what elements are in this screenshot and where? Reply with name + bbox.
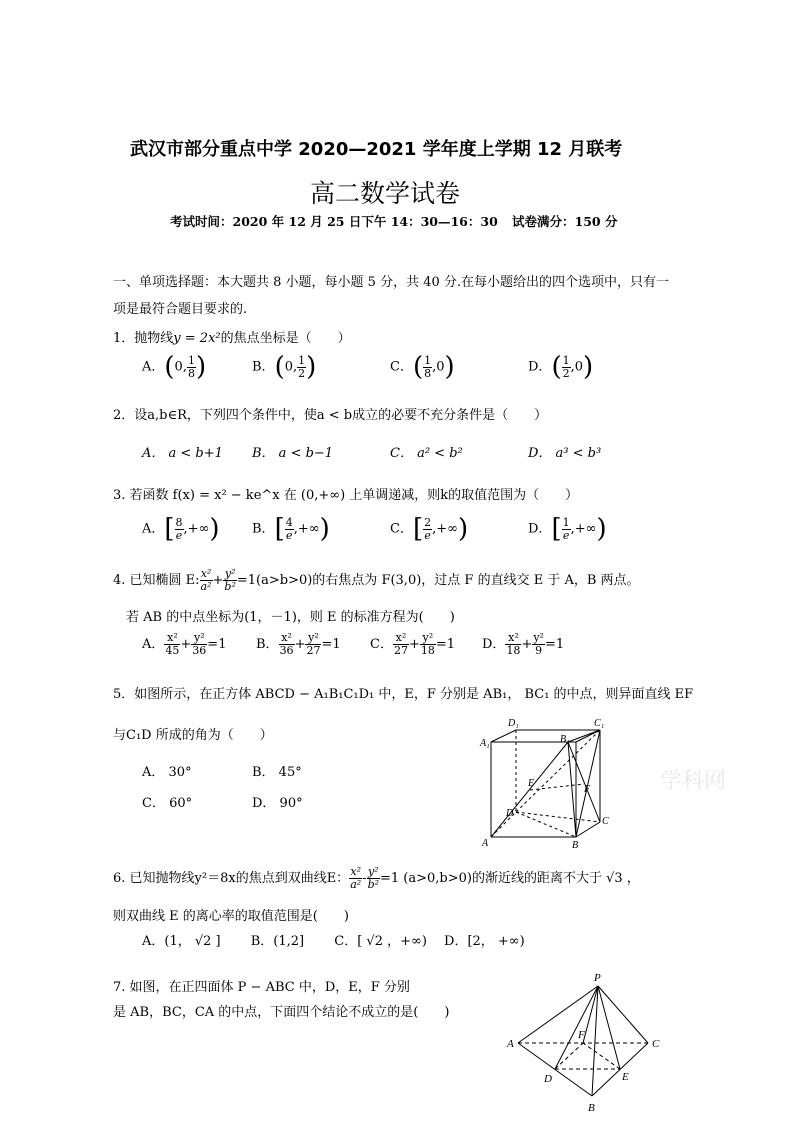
question-7-stem-cont: 是 AB，BC，CA 的中点，下面四个结论不成立的是( ) — [113, 1005, 450, 1020]
q3-d-label: D． — [528, 521, 552, 537]
cube-label-c: C — [602, 816, 609, 827]
q4-c-label: C． — [370, 637, 393, 652]
q2-option-b: B． a < b−1 — [252, 446, 334, 461]
tetra-label-d: D — [544, 1073, 552, 1085]
q1-b-label: B． — [252, 359, 275, 375]
exam-time: 考试时间：2020 年 12 月 25 日下午 14：30—16：30 — [170, 214, 498, 229]
watermark: 学科网 — [660, 769, 727, 794]
section-heading-cont: 项是最符合题目要求的. — [113, 302, 248, 317]
q5-option-b: B． 45° — [252, 765, 302, 780]
q5-option-a: A． 30° — [142, 765, 192, 780]
q4-stem-a: 4. 已知椭圆 E: — [113, 573, 200, 588]
q5-option-d: D． 90° — [252, 796, 303, 811]
cube-label-a: A — [482, 838, 489, 849]
question-2-stem: 2．设a,b∈R，下列四个条件中，使a < b成立的必要不充分条件是（ ） — [113, 408, 548, 423]
q4-stem-b: =1(a>b>0)的右焦点为 F(3,0)，过点 F 的直线交 E 于 A，B 两点。 — [236, 573, 640, 588]
q4-option-c: C． $\frac{\text{x²}}{27}$ + $\frac{\text{y²}}{18}$ =1 — [370, 631, 456, 657]
cube-label-c1: C₁ — [594, 718, 605, 729]
q1-stem-b: 的焦点坐标是（ ） — [220, 331, 351, 346]
question-7-stem: 7. 如图，在正四面体 P − ABC 中，D，E，F 分别 — [113, 980, 410, 995]
question-5-stem-cont: 与C₁D 所成的角为（ ） — [113, 728, 273, 743]
q1-a-label: A． — [142, 359, 165, 375]
q6-stem-b: =1 (a>0,b>0)的渐近线的距离不大于 √3 ， — [380, 871, 640, 886]
q1-option-b: B．(0, $\frac{1}{2}$ ) — [252, 352, 317, 382]
q4-option-b: B． $\frac{\text{x²}}{36}$ + $\frac{\text{y²}}{27}$ =1 — [256, 631, 341, 657]
question-4-stem-cont: 若 AB 的中点坐标为(1，－1)，则 E 的标准方程为( ) — [126, 610, 455, 625]
q1-option-c: C．( $\frac{1}{8}$ ,0) — [390, 352, 455, 382]
q5-option-c: C． 60° — [142, 796, 193, 811]
cube-label-e: E — [528, 778, 535, 789]
q3-option-d: D．[ $\frac{1}{e}$ ,+∞) — [528, 514, 607, 544]
question-4-stem: 4. 已知椭圆 E: $\frac{\text{x²}}{\text{a²}}$ + $\frac{\text{y²}}{\text{b²}}$ =1(a>b>0)的右焦点为 F(3,0)，过点 F 的直线交 E 于 A，B 两点。 — [113, 567, 640, 593]
q2-option-d: D． a³ < b³ — [528, 446, 602, 461]
section-heading: 一、单项选择题：本大题共 8 小题，每小题 5 分，共 40 分.在每小题给出的四个选项中，只有一 — [113, 275, 670, 290]
q3-a-label: A． — [142, 521, 165, 537]
q4-a-label: A． — [142, 637, 165, 652]
q3-option-b: B．[ $\frac{4}{e}$ ,+∞) — [252, 514, 330, 544]
exam-subtitle: 高二数学试卷 — [310, 179, 461, 208]
q3-option-a: A．[ $\frac{8}{e}$ ,+∞) — [142, 514, 220, 544]
q1-expr: y = 2x² — [173, 331, 221, 346]
cube-label-b1: B₁ — [560, 734, 570, 745]
q4-option-d: D． $\frac{\text{x²}}{18}$ + $\frac{\text{y²}}{9}$ =1 — [482, 631, 565, 657]
q1-c-label: C． — [390, 359, 413, 375]
q2-option-a: A． a < b+1 — [142, 446, 223, 461]
q3-b-label: B． — [252, 521, 275, 537]
q3-option-c: C．[ $\frac{2}{e}$ ,+∞) — [390, 514, 469, 544]
tetra-label-p: P — [594, 972, 601, 984]
question-1-stem — [113, 327, 351, 346]
question-6-stem: 6. 已知抛物线y²＝8x的焦点到双曲线E： $\frac{\text{x²}}{\text{a²}}$ - $\frac{\text{y²}}{\text{b²}}$ =1 (a>0,b>0)的渐近线的距离不大于 √3 ， — [113, 865, 640, 891]
q1-option-d: D．( $\frac{1}{2}$ ,0) — [528, 352, 594, 382]
tetrahedron-figure — [500, 968, 680, 1118]
q1-option-a: A．(0, $\frac{1}{8}$ ) — [142, 352, 207, 382]
question-5-stem: 5．如图所示，在正方体 ABCD − A₁B₁C₁D₁ 中，E，F 分别是 AB₁， BC₁ 的中点，则异面直线 EF — [113, 687, 694, 702]
q1-num: 1． — [113, 331, 135, 346]
q6-stem-a: 6. 已知抛物线y²＝8x的焦点到双曲线E： — [113, 871, 350, 886]
q4-option-a: A． $\frac{\text{x²}}{45}$ + $\frac{\text{y²}}{36}$ =1 — [142, 631, 227, 657]
q6-options: A．(1， √2 ] B．(1,2] C．[ √2 ，+∞) D．[2， +∞) — [142, 934, 525, 949]
cube-label-d1: D₁ — [508, 718, 519, 729]
exam-title: 武汉市部分重点中学 2020—2021 学年度上学期 12 月联考 — [130, 139, 623, 160]
cube-label-a1: A₁ — [480, 738, 490, 749]
full-score: 试卷满分：150 分 — [512, 214, 618, 229]
tetra-label-e: E — [622, 1071, 629, 1083]
tetra-label-b: B — [588, 1102, 595, 1114]
tetra-label-a: A — [507, 1038, 514, 1050]
cube-label-f: F — [584, 784, 591, 795]
q4-b-label: B． — [256, 637, 279, 652]
cube-figure — [476, 712, 616, 852]
tetra-label-c: C — [652, 1038, 660, 1050]
cube-label-d: D — [506, 808, 514, 819]
q2-option-c: C． a² < b² — [390, 446, 463, 461]
q3-c-label: C． — [390, 521, 413, 537]
q1-stem-a: 抛物线 — [134, 331, 174, 346]
question-3-stem: 3. 若函数 f(x) = x² − ke^x 在 (0,+∞) 上单调递减，则k的取值范围为（ ） — [113, 488, 579, 503]
cube-label-b: B — [572, 840, 579, 851]
tetra-label-f: F — [578, 1029, 585, 1041]
q4-d-label: D． — [482, 637, 506, 652]
q1-d-label: D． — [528, 359, 552, 375]
question-6-stem-cont: 则双曲线 E 的离心率的取值范围是( ) — [113, 909, 349, 924]
